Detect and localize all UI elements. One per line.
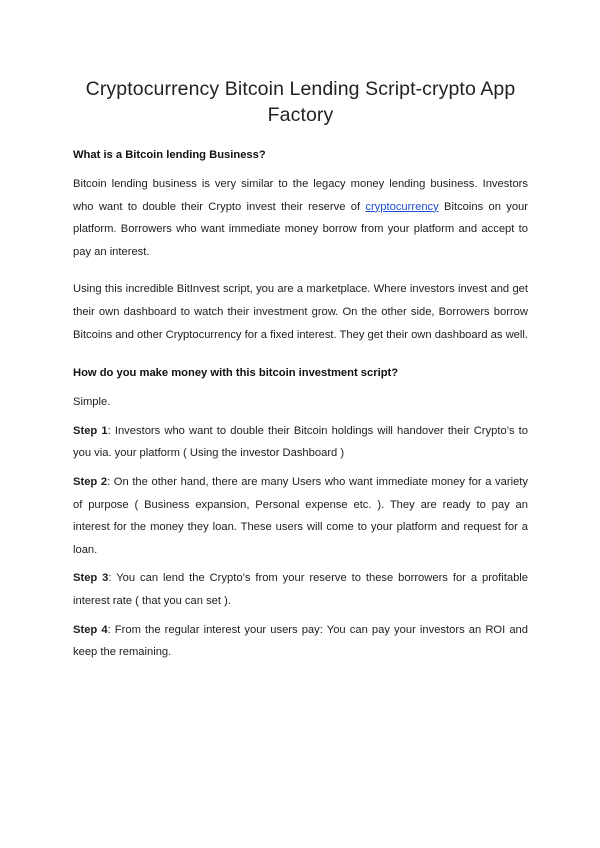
- step-1-label: Step 1: [73, 424, 108, 437]
- step-2-label: Step 2: [73, 475, 108, 488]
- paragraph-intro-text-after: Bitcoins on your platform. Borrowers who want immediate money borrow from your platform and accept to pay an interest.: [73, 200, 528, 258]
- paragraph-simple: Simple.: [73, 396, 111, 409]
- step-3-text: : You can lend the Crypto’s from your reserve to these borrowers for a profitable interest rate ( that you can set ).: [73, 572, 529, 607]
- step-2-paragraph: [73, 471, 528, 561]
- paragraph-marketplace: Using this incredible BitInvest script, you are a marketplace. Where investors invest and get their own dashboard to watch their investment grow. On the other side, Borrowers borrow Bitcoins and other Cryptocurrency for a fixed interest. They get their own dashboard as well.: [73, 283, 528, 341]
- document-title: Cryptocurrency Bitcoin Lending Script-crypto App Factory: [85, 78, 516, 126]
- cryptocurrency-link[interactable]: cryptocurrency: [365, 200, 439, 213]
- step-1-text: : Investors who want to double their Bitcoin holdings will handover their Crypto’s to you via. your platform ( Using the investor Dashboard ): [73, 424, 529, 460]
- step-4-text: : From the regular interest your users pay: You can pay your investors an ROI and keep the remaining.: [73, 623, 528, 659]
- section-heading-what-is: What is a Bitcoin lending Business?: [73, 149, 266, 161]
- paragraph-intro-text-before: Bitcoin lending business is very similar to the legacy money lending business. Investors who want to double their Crypto invest their reserve of: [73, 178, 528, 213]
- step-3-paragraph: [73, 567, 528, 612]
- step-3-label: Step 3: [73, 572, 109, 585]
- section-heading-how-make-money: How do you make money with this bitcoin investment script?: [73, 367, 399, 380]
- step-4-label: Step 4: [73, 623, 108, 636]
- step-1-paragraph: [73, 420, 528, 465]
- paragraph-intro: [73, 173, 528, 263]
- step-2-text: : On the other hand, there are many Users who want immediate money for a variety of purpose ( Business expansion, Personal expense etc. ). They are ready to pay an interest for the money they loan. These users will come to your platform and request for a loan.: [73, 475, 529, 556]
- step-4-paragraph: [73, 619, 528, 664]
